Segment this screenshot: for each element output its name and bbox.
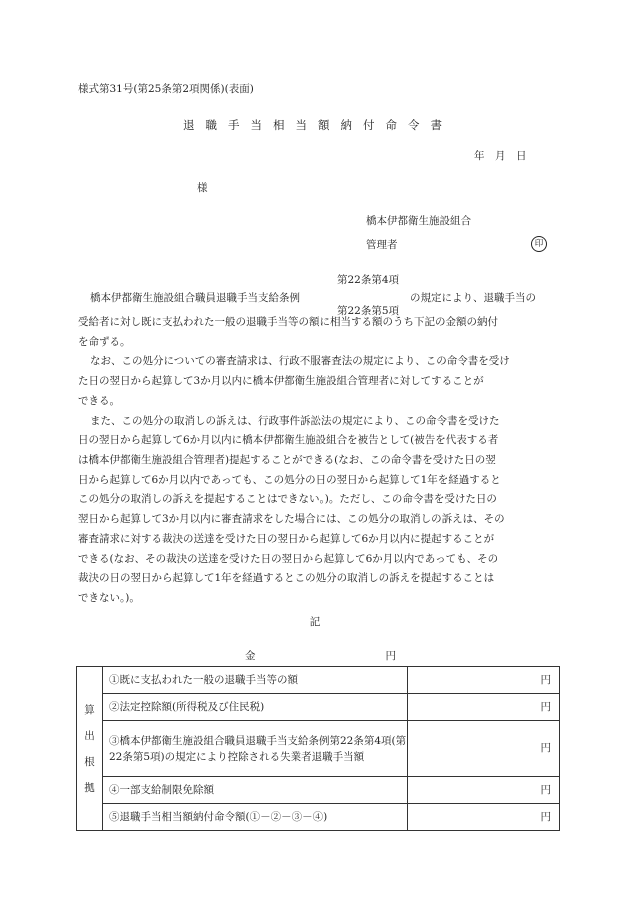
amount-cell: 円: [408, 694, 560, 721]
amount-label: 金: [245, 650, 256, 662]
table-row: [77, 804, 560, 831]
side-char: 拠: [84, 781, 95, 794]
paragraph-1-end: の規定により、退職手当の: [410, 292, 536, 304]
table-row: [77, 721, 560, 777]
side-char: 算: [84, 703, 95, 716]
issuer-organization: 橋本伊都衛生施設組合: [366, 215, 471, 227]
article-option-a: 第22条第4項: [337, 274, 400, 286]
amount-cell: 円: [408, 667, 560, 694]
row-label: [103, 721, 408, 777]
amount-cell: 円: [408, 804, 560, 831]
body-line: この処分の取消しの訴えを提起することはできない。)。ただし、この命令書を受けた日の: [78, 493, 497, 506]
body-line: できる。: [78, 394, 120, 407]
row-label: ②法定控除額(所得税及び住民税): [103, 694, 408, 721]
basis-side-label: [77, 667, 103, 831]
document-title: 退職手当相当額納付命令書: [183, 118, 453, 132]
calculation-basis-table: [76, 666, 560, 831]
table-row: [77, 694, 560, 721]
table-row: [77, 777, 560, 804]
body-line: できる(なお、その裁決の送達を受けた日の翌日から起算して6か月以内であっても、その: [78, 552, 499, 565]
body-line: 日の翌日から起算して6か月以内に橋本伊都衛生施設組合を被告として(被告を代表する者: [78, 434, 499, 447]
body-line: 審査請求に対する裁決の送達を受けた日の翌日から起算して6か月以内に提起することが: [78, 532, 495, 545]
seal-mark: 印: [531, 236, 547, 252]
amount-line: [245, 651, 396, 662]
issue-date: 年 月 日: [474, 150, 527, 162]
form-number: 様式第31号(第25条第2項関係)(表面): [78, 83, 254, 95]
body-line: できない。)。: [78, 592, 140, 604]
amount-cell: 円: [408, 777, 560, 804]
side-char: 根: [84, 755, 95, 768]
row-label: ⑤退職手当相当額納付命令額(①－②－③－④): [103, 804, 408, 831]
row-label: ①既に支払われた一般の退職手当等の額: [103, 667, 408, 694]
article-option-b: 第22条第5項: [337, 305, 400, 317]
body-line: 受給者に対し既に支払われた一般の退職手当等の額に相当する額のうち下記の金額の納付: [78, 316, 498, 328]
body-line: 日から起算して6か月以内であっても、この処分の日の翌日から起算して1年を経過すると: [78, 473, 501, 486]
row-label-text: ③橋本伊都衛生施設組合職員退職手当支給条例第22条第4項(第22条第5項)の規定により控除される失業者退職手当額: [109, 734, 407, 763]
body-line: は橋本伊都衛生施設組合管理者)提起することができる(なお、この命令書を受けた日の翌: [78, 454, 496, 466]
issuer-title: 管理者: [366, 239, 398, 251]
body-line: た日の翌日から起算して3か月以内に橋本伊都衛生施設組合管理者に対してすることが: [78, 375, 484, 388]
addressee-suffix: 様: [197, 182, 208, 194]
ki-heading: 記: [309, 616, 321, 628]
row-label: ④一部支給制限免除額: [103, 777, 408, 804]
body-line: また、この処分の取消しの訴えは、行政事件訴訟法の規定により、この命令書を受けた: [90, 414, 500, 427]
paragraph-1-start: 橋本伊都衛生施設組合職員退職手当支給条例: [90, 292, 300, 304]
amount-cell: 円: [408, 721, 560, 777]
body-line: を命ずる。: [78, 335, 131, 348]
table-row: [77, 667, 560, 694]
body-line: 裁決の日の翌日から起算して1年を経過するとこの処分の取消しの訴えを提起することは: [78, 572, 495, 585]
side-char: 出: [84, 729, 95, 742]
amount-unit: 円: [385, 650, 396, 662]
body-line: 翌日から起算して3か月以内に審査請求をした場合には、この処分の取消しの訴えは、その: [78, 513, 505, 526]
body-line: なお、この処分についての審査請求は、行政不服審査法の規定により、この命令書を受け: [90, 355, 510, 368]
